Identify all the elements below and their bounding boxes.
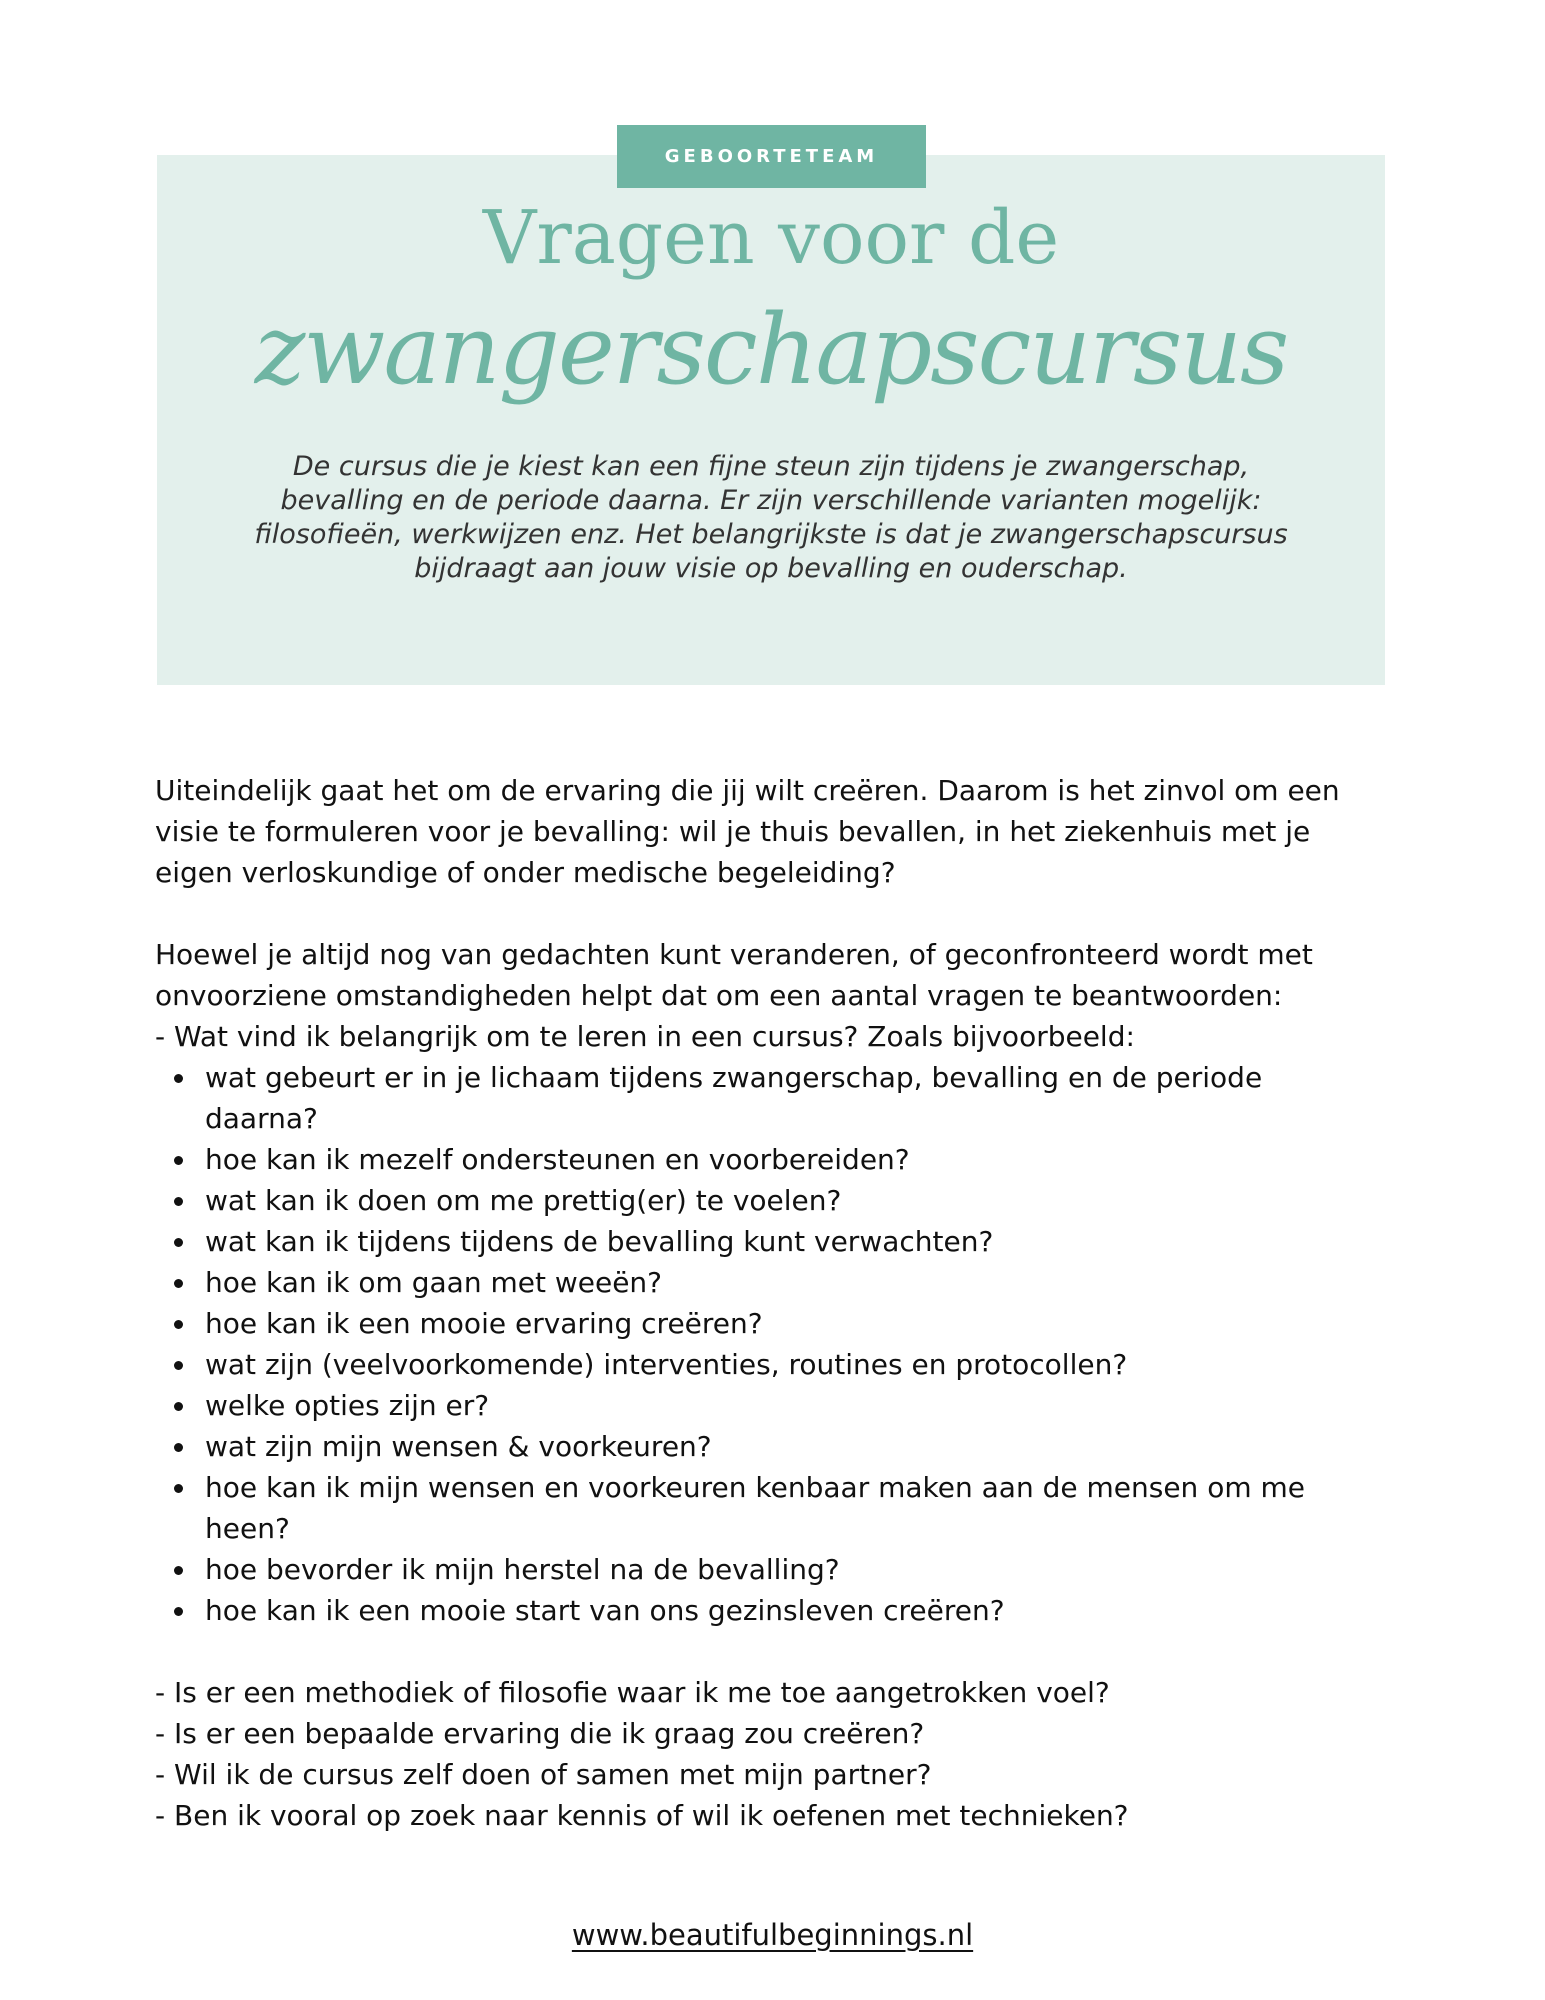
paragraph-vision <box>155 770 1395 893</box>
list-item <box>155 1467 1395 1549</box>
list-item <box>155 1221 1395 1262</box>
list-item-text: hoe kan ik mijn wensen en voorkeuren kenbaar maken aan de mensen om me <box>205 1471 1306 1504</box>
list-item-text: wat kan ik doen om me prettig(er) te voelen? <box>205 1184 842 1217</box>
list-item-text: hoe kan ik een mooie start van ons gezinsleven creëren? <box>205 1594 1005 1627</box>
list-item <box>155 1385 1395 1426</box>
spacer <box>155 893 1395 934</box>
intro-line: bevalling en de periode daarna. Er zijn verschillende varianten mogelijk: <box>280 485 1262 516</box>
list-item-text: heen? <box>205 1512 290 1545</box>
text-line: - Is er een methodiek of filosofie waar ik me toe aangetrokken voel? <box>155 1676 1110 1709</box>
list-item <box>155 1139 1395 1180</box>
list-item <box>155 1303 1395 1344</box>
list-item-text: hoe bevorder ik mijn herstel na de bevalling? <box>205 1553 840 1586</box>
text-line: Hoewel je altijd nog van gedachten kunt veranderen, of geconfronteerd wordt met <box>155 938 1313 971</box>
list-item-text: wat gebeurt er in je lichaam tijdens zwangerschap, bevalling en de periode <box>205 1061 1263 1094</box>
text-line: visie te formuleren voor je bevalling: wil je thuis bevallen, in het ziekenhuis met je <box>155 815 1311 848</box>
list-item-text: wat zijn mijn wensen & voorkeuren? <box>205 1430 712 1463</box>
category-tag: GEBOORTETEAM <box>617 125 926 188</box>
page-title-script: zwangerschapscursus <box>254 294 1288 406</box>
list-item <box>155 1180 1395 1221</box>
list-item-text: wat kan ik tijdens tijdens de bevalling kunt verwachten? <box>205 1225 994 1258</box>
list-item-text: wat zijn (veelvoorkomende) interventies, routines en protocollen? <box>205 1348 1128 1381</box>
intro-text <box>197 450 1345 586</box>
list-item-text: hoe kan ik mezelf ondersteunen en voorbereiden? <box>205 1143 910 1176</box>
text-line: eigen verloskundige of onder medische begeleiding? <box>155 856 896 889</box>
list-item <box>155 1344 1395 1385</box>
paragraph-questions-intro <box>155 934 1395 1057</box>
text-line: onvoorziene omstandigheden helpt dat om een aantal vragen te beantwoorden: <box>155 979 1283 1012</box>
intro-line: De cursus die je kiest kan een fijne steun zijn tijdens je zwangerschap, <box>292 451 1250 482</box>
list-item <box>155 1590 1395 1631</box>
text-line: - Is er een bepaalde ervaring die ik graag zou creëren? <box>155 1717 925 1750</box>
list-item-text: hoe kan ik een mooie ervaring creëren? <box>205 1307 763 1340</box>
list-item <box>155 1549 1395 1590</box>
paragraph-closing-questions <box>155 1672 1395 1836</box>
list-item-text: daarna? <box>205 1102 318 1135</box>
list-item-text: welke opties zijn er? <box>205 1389 490 1422</box>
list-item <box>155 1057 1395 1139</box>
intro-line: bijdraagt aan jouw visie op bevalling en ouderschap. <box>414 553 1128 584</box>
list-item <box>155 1262 1395 1303</box>
list-item-text: hoe kan ik om gaan met weeën? <box>205 1266 663 1299</box>
list-item <box>155 1426 1395 1467</box>
text-line: Uiteindelijk gaat het om de ervaring die jij wilt creëren. Daarom is het zinvol om een <box>155 774 1340 807</box>
intro-line: filosofieën, werkwijzen enz. Het belangrijkste is dat je zwangerschapscursus <box>254 519 1288 550</box>
website-link[interactable]: www.beautifulbeginnings.nl <box>571 1918 974 1952</box>
text-line: - Wil ik de cursus zelf doen of samen met mijn partner? <box>155 1758 932 1791</box>
page-title: Vragen voor de <box>482 195 1060 281</box>
text-line: - Wat vind ik belangrijk om te leren in een cursus? Zoals bijvoorbeeld: <box>155 1020 1135 1053</box>
main-content <box>155 770 1395 1836</box>
text-line: - Ben ik vooral op zoek naar kennis of wil ik oefenen met technieken? <box>155 1799 1129 1832</box>
bullet-list <box>155 1057 1395 1631</box>
spacer <box>155 1631 1395 1672</box>
